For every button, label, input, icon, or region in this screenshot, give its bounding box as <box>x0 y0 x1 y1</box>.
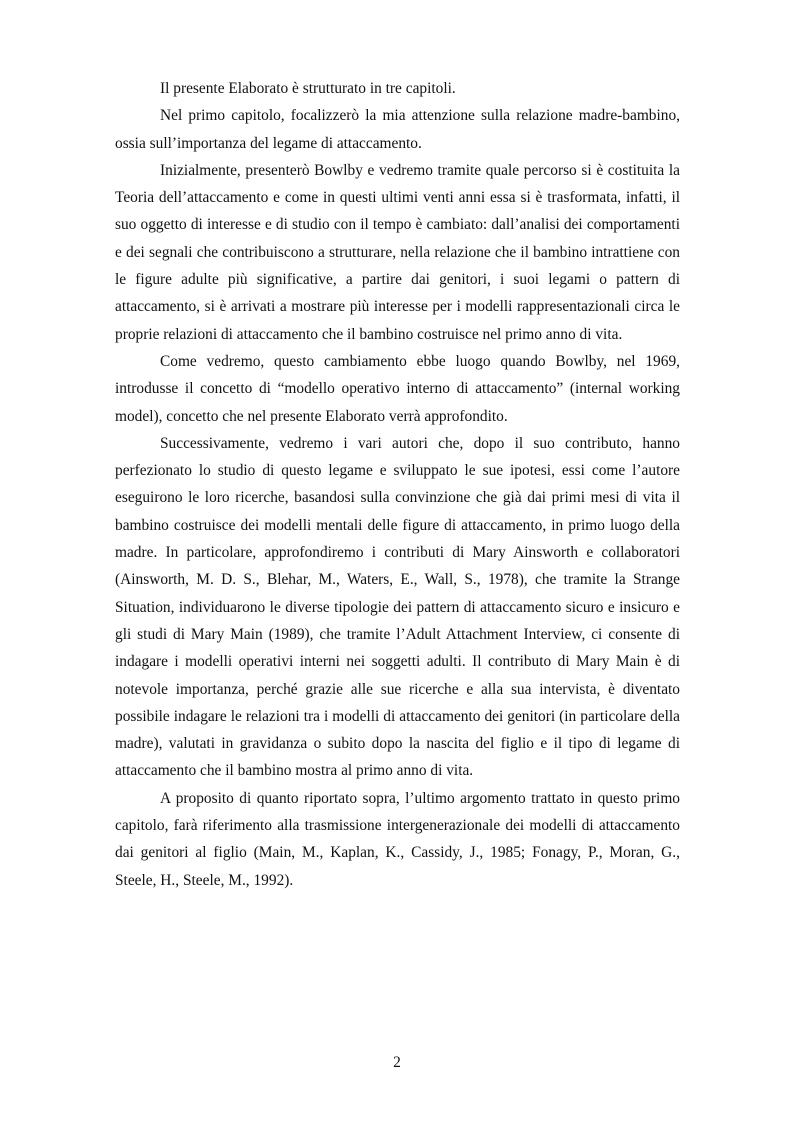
paragraph-first-chapter: Nel primo capitolo, focalizzerò la mia attenzione sulla relazione madre-bambino, ossia sull’importanza del legame di attaccamento. <box>115 107 680 152</box>
document-body <box>115 75 680 894</box>
paragraph-authors-contributions: Successivamente, vedremo i vari autori che, dopo il suo contributo, hanno perfezionato lo studio di questo legame e sviluppato le sue ipotesi, essi come l’autore eseguirono le loro ricerche, basandosi sulla convinzione che già dai primi mesi di vita il bambino costruisce dei modelli mentali delle figure di attaccamento, in primo luogo della madre. In particolare, approfondiremo i contributi di Mary Ainsworth e collaboratori (Ainsworth, M. D. S., Blehar, M., Waters, E., Wall, S., 1978), che tramite la Strange Situation, individuarono le diverse tipologie dei pattern di attaccamento sicuro e insicuro e gli studi di Mary Main (1989), che tramite l’Adult Attachment Interview, ci consente di indagare i modelli operativi interni nei soggetti adulti. Il contributo di Mary Main è di notevole importanza, perché grazie alle sue ricerche e alla sua intervista, è diventato possibile indagare le relazioni tra i modelli di attaccamento dei genitori (in particolare della madre), valutati in gravidanza o subito dopo la nascita del figlio e il tipo di legame di attaccamento che il bambino mostra al primo anno di vita. <box>115 434 680 780</box>
page-number: 2 <box>393 1054 401 1071</box>
paragraph-internal-working-model: Come vedremo, questo cambiamento ebbe luogo quando Bowlby, nel 1969, introdusse il concetto di “modello operativo interno di attaccamento” (internal working model), concetto che nel presente Elaborato verrà approfondito. <box>115 352 680 425</box>
paragraph-intro: Il presente Elaborato è strutturato in tre capitoli. <box>160 80 456 97</box>
paragraph-intergenerational-transmission: A proposito di quanto riportato sopra, l’ultimo argomento trattato in questo primo capitolo, farà riferimento alla trasmissione intergenerazionale dei modelli di attaccamento dai genitori al figlio (Main, M., Kaplan, K., Cassidy, J., 1985; Fonagy, P., Moran, G., Steele, H., Steele, M., 1992). <box>115 789 680 889</box>
paragraph-bowlby-theory: Inizialmente, presenterò Bowlby e vedremo tramite quale percorso si è costituita la Teoria dell’attaccamento e come in questi ultimi venti anni essa si è trasformata, infatti, il suo oggetto di interesse e di studio con il tempo è cambiato: dall’analisi dei comportamenti e dei segnali che contribuiscono a strutturare, nella relazione che il bambino intrattiene con le figure adulte più significative, a partire dai genitori, i suoi legami o pattern di attaccamento, si è arrivati a mostrare più interesse per i modelli rappresentazionali circa le proprie relazioni di attaccamento che il bambino costruisce nel primo anno di vita. <box>115 161 680 343</box>
